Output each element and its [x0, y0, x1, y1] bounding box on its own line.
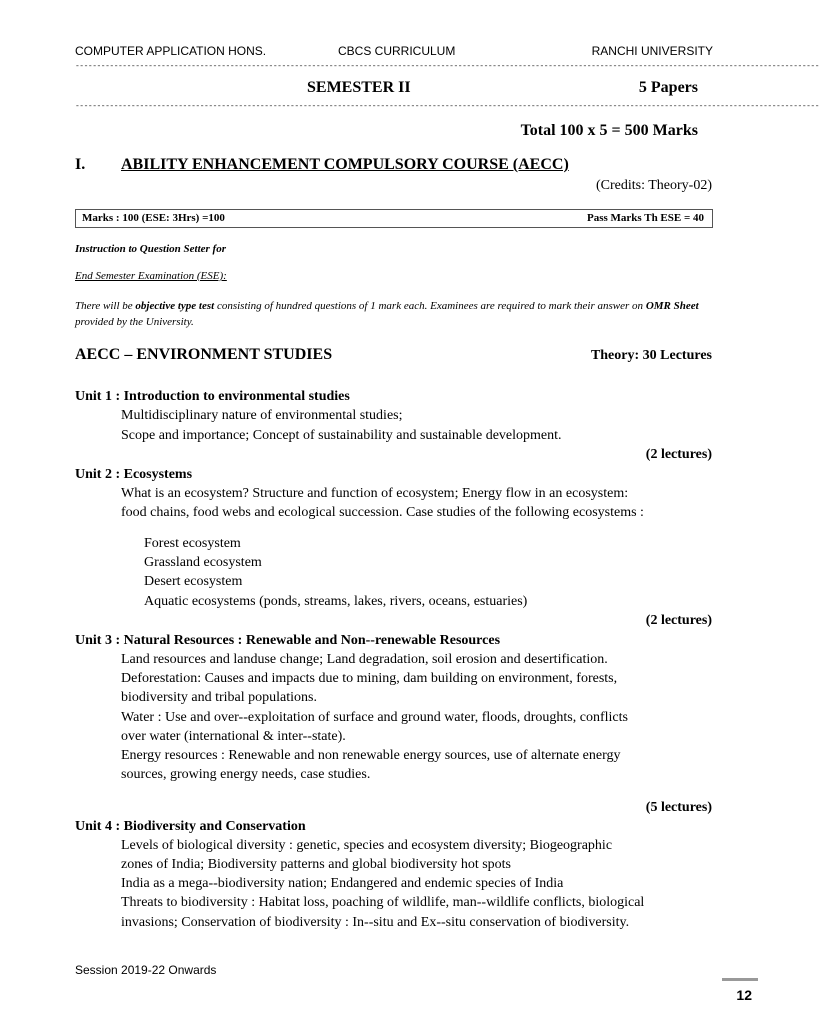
unit-3-line: over water (international & inter--state). [121, 729, 346, 744]
header-university: RANCHI UNIVERSITY [591, 44, 713, 58]
unit-2-lectures: (2 lectures) [645, 613, 712, 628]
instruction-text: There will be [75, 300, 136, 312]
unit-2-line: What is an ecosystem? Structure and function of ecosystem; Energy flow in an ecosystem: [121, 486, 629, 501]
instruction-text: provided by the University. [75, 316, 194, 328]
ecosystem-item: Grassland ecosystem [144, 555, 262, 570]
ecosystem-item: Aquatic ecosystems (ponds, streams, lakes, rivers, oceans, estuaries) [144, 594, 528, 609]
unit-2-heading: Unit 2 : Ecosystems [75, 467, 193, 482]
semester-title: SEMESTER II [307, 79, 411, 96]
page-number: 12 [736, 987, 752, 1003]
marks-box [75, 209, 713, 228]
unit-1-line: Multidisciplinary nature of environmental studies; [121, 408, 403, 423]
instruction-paragraph [75, 298, 715, 330]
marks-total: Marks : 100 (ESE: 3Hrs) =100 [82, 212, 225, 224]
header-curriculum: CBCS CURRICULUM [338, 44, 456, 58]
dashed-rule-top: ----------------------------------------------------------------------------------------------------------------------------------------------------------------------------- [75, 62, 819, 71]
unit-1-line: Scope and importance; Concept of sustainability and sustainable development. [121, 428, 562, 443]
unit-3-line: Energy resources : Renewable and non renewable energy sources, use of alternate energy [121, 748, 621, 763]
unit-3-line: Water : Use and over--exploitation of surface and ground water, floods, droughts, conflicts [121, 710, 628, 725]
unit-1-lectures: (2 lectures) [645, 447, 712, 462]
instruction-subheading: End Semester Examination (ESE): [75, 270, 227, 282]
unit-3-line: Land resources and landuse change; Land degradation, soil erosion and desertification. [121, 652, 608, 667]
unit-3-lectures: (5 lectures) [645, 800, 712, 815]
unit-4-line: zones of India; Biodiversity patterns and global biodiversity hot spots [121, 857, 511, 872]
unit-3-line: sources, growing energy needs, case studies. [121, 767, 371, 782]
ecosystem-item: Forest ecosystem [144, 536, 241, 551]
unit-4-line: India as a mega--biodiversity nation; Endangered and endemic species of India [121, 876, 564, 891]
unit-1-heading: Unit 1 : Introduction to environmental studies [75, 389, 350, 404]
instruction-emphasis: OMR Sheet [645, 300, 699, 312]
semester-papers: 5 Papers [638, 79, 698, 96]
unit-4-line: Levels of biological diversity : genetic, species and ecosystem diversity; Biogeographic [121, 838, 613, 853]
unit-2-line: food chains, food webs and ecological succession. Case studies of the following ecosystems : [121, 505, 644, 520]
section-credits: (Credits: Theory-02) [596, 178, 712, 193]
unit-4-line: invasions; Conservation of biodiversity : In--situ and Ex--situ conservation of biodiversity. [121, 915, 630, 930]
unit-3-heading: Unit 3 : Natural Resources : Renewable and Non--renewable Resources [75, 633, 501, 648]
course-lectures: Theory: 30 Lectures [590, 348, 712, 363]
section-number: I. [75, 156, 86, 173]
unit-3-line: biodiversity and tribal populations. [121, 690, 317, 705]
instruction-emphasis: objective type test [135, 300, 215, 312]
section-title: ABILITY ENHANCEMENT COMPULSORY COURSE (AECC) [121, 156, 569, 173]
unit-4-line: Threats to biodiversity : Habitat loss, poaching of wildlife, man--wildlife conflicts, biological [121, 895, 645, 910]
dashed-rule-bottom: ----------------------------------------------------------------------------------------------------------------------------------------------------------------------------- [75, 102, 819, 111]
unit-4-heading: Unit 4 : Biodiversity and Conservation [75, 819, 306, 834]
pass-marks: Pass Marks Th ESE = 40 [586, 212, 704, 224]
ecosystem-item: Desert ecosystem [144, 574, 243, 589]
page-number-box [722, 978, 758, 1010]
total-marks: Total 100 x 5 = 500 Marks [520, 122, 698, 139]
unit-3-line: Deforestation: Causes and impacts due to mining, dam building on environment, forests, [121, 671, 618, 686]
header-course-name: COMPUTER APPLICATION HONS. [75, 44, 267, 58]
instruction-text: consisting of hundred questions of 1 mark each. Examinees are required to mark their answer on [214, 300, 646, 312]
page-header [75, 44, 713, 60]
instruction-heading: Instruction to Question Setter for [75, 243, 226, 255]
footer-session: Session 2019-22 Onwards [75, 963, 217, 977]
course-title: AECC – ENVIRONMENT STUDIES [75, 346, 333, 363]
